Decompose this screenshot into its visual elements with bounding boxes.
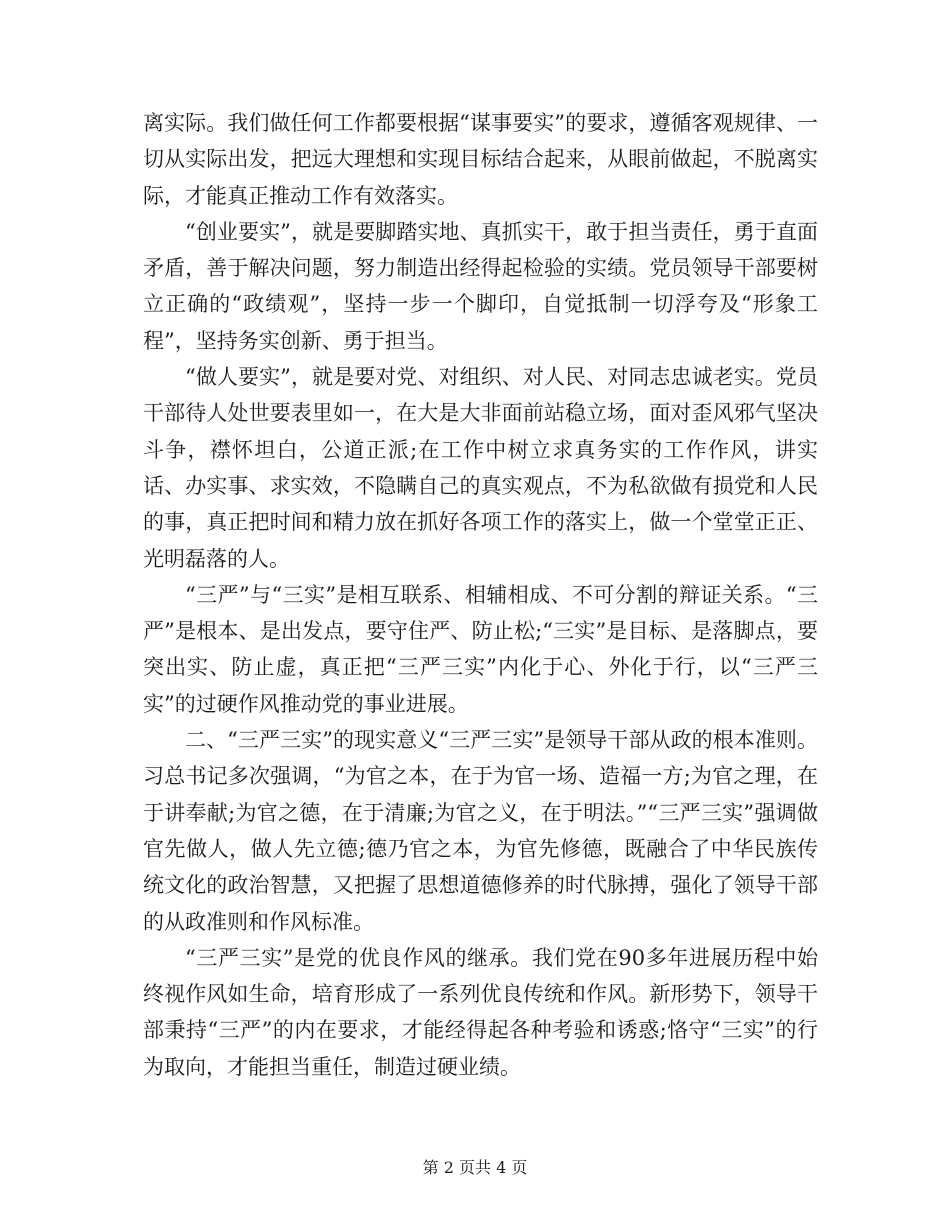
body-text (143, 105, 818, 1085)
paragraph-inheritance: “三严三实”是党的优良作风的继承。我们党在90多年进展历程中始终视作风如生命，培育形成了一系列优良传统和作风。新形势下，领导干部秉持“三严”的内在要求，才能经得起各种考验和诱惑;恪守“三实”的行为取向，才能担当重任，制造过硬业绩。 (143, 945, 818, 1079)
paragraph-sanyan-sanshi-relation: “三严”与“三实”是相互联系、相辅相成、不可分割的辩证关系。“三严”是根本、是出发点，要守住严、防止松;“三实”是目标、是落脚点，要突出实、防止虚，真正把“三严三实”内化于心、外化于行，以“三严三实”的过硬作风推动党的事业进展。 (143, 582, 818, 716)
paragraph-chuangye: “创业要实”，就是要脚踏实地、真抓实干，敢于担当责任，勇于直面矛盾，善于解决问题，努力制造出经得起检验的实绩。党员领导干部要树立正确的“政绩观”，坚持一步一个脚印，自觉抵制一切浮夸及“形象工程”，坚持务实创新、勇于担当。 (143, 219, 818, 353)
paragraph-section-two: 二、“三严三实”的现实意义“三严三实”是领导干部从政的根本准则。习总书记多次强调，“为官之本，在于为官一场、造福一方;为官之理，在于讲奉献;为官之德，在于清廉;为官之义，在于明法。”“三严三实”强调做官先做人，做人先立德;德乃官之本，为官先修德，既融合了中华民族传统文化的政治智慧，又把握了思想道德修养的时代脉搏，强化了领导干部的从政准则和作风标准。 (143, 728, 818, 934)
paragraph-continuation: 离实际。我们做任何工作都要根据“谋事要实”的要求，遵循客观规律、一切从实际出发，把远大理想和实现目标结合起来，从眼前做起，不脱离实际，才能真正推动工作有效落实。 (143, 111, 818, 208)
paragraph-zuoren: “做人要实”，就是要对党、对组织、对人民、对同志忠诚老实。党员干部待人处世要表里如一，在大是大非面前站稳立场，面对歪风邪气坚决斗争，襟怀坦白，公道正派;在工作中树立求真务实的工作作风，讲实话、办实事、求实效，不隐瞒自己的真实观点，不为私欲做有损党和人民的事，真正把时间和精力放在抓好各项工作的落实上，做一个堂堂正正、光明磊落的人。 (143, 365, 818, 571)
page-footer: 第 2 页共 4 页 (422, 1158, 528, 1177)
